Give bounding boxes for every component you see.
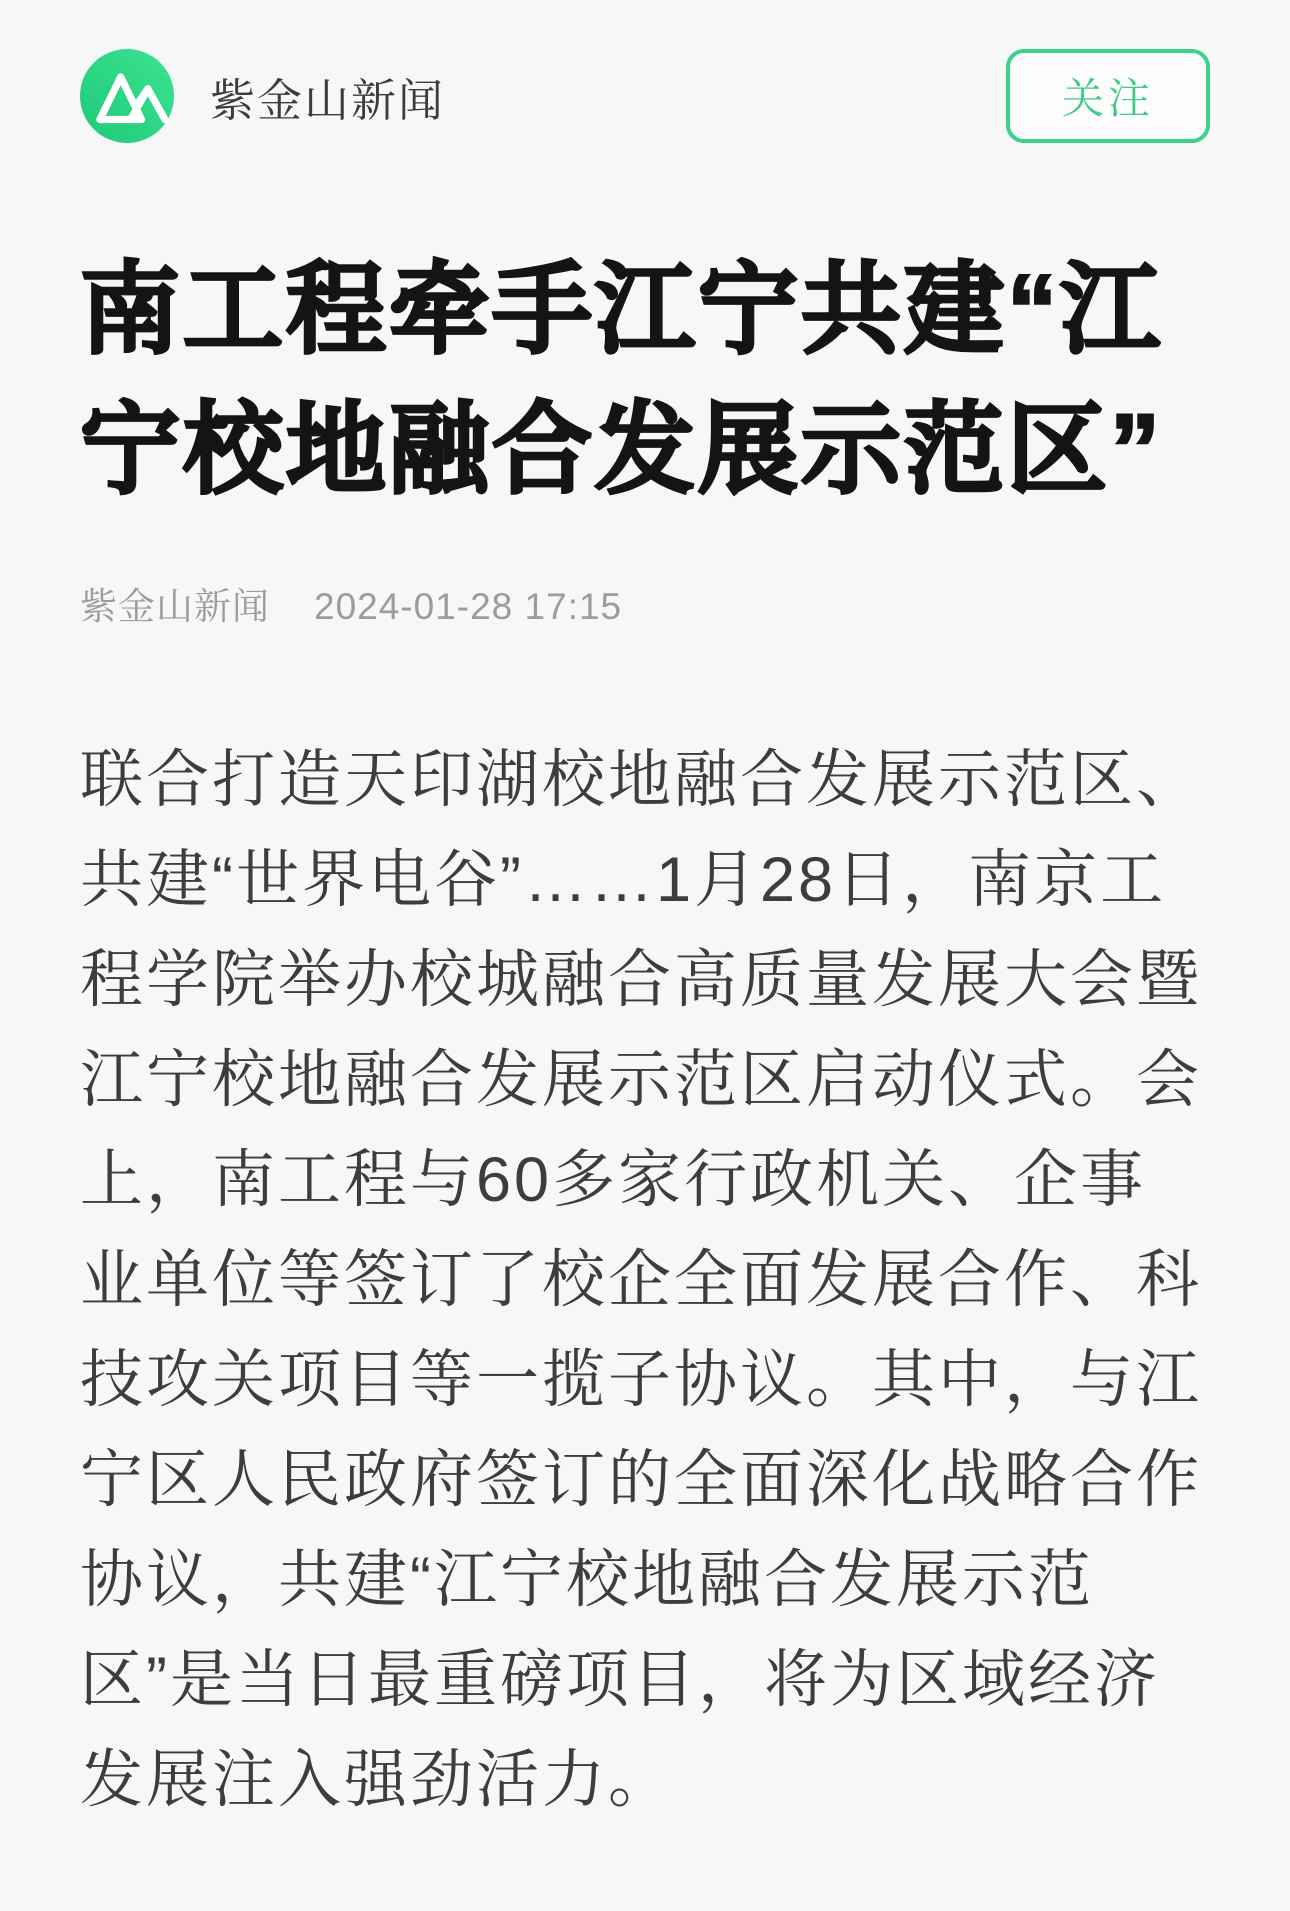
body-line: 联合打造天印湖校地融合发展示范区、 [80, 745, 1202, 815]
body-line: 程学院举办校城融合高质量发展大会暨 [80, 945, 1202, 1015]
body-line: 宁区人民政府签订的全面深化战略合作 [80, 1445, 1202, 1515]
article-body [80, 730, 1210, 1830]
body-line: 协议，共建“江宁校地融合发展示范 [80, 1545, 1094, 1615]
body-line: 区”是当日最重磅项目，将为区域经济 [80, 1645, 1160, 1715]
byline-datetime: 2024-01-28 17:15 [314, 586, 623, 627]
body-line: 发展注入强劲活力。 [80, 1745, 674, 1815]
article-title-line: 宁校地融合发展示范区” [80, 394, 1163, 506]
body-line: 共建“世界电谷”……1月28日，南京工 [80, 845, 1167, 915]
mountain-logo-icon[interactable] [80, 49, 174, 143]
article-title [80, 240, 1210, 520]
body-line: 江宁校地融合发展示范区启动仪式。会 [80, 1045, 1202, 1115]
article-title-line: 南工程牵手江宁共建“江 [80, 254, 1163, 366]
header [0, 0, 1290, 144]
byline-source: 紫金山新闻 [80, 586, 270, 627]
body-line: 上，南工程与60多家行政机关、企事 [80, 1145, 1147, 1215]
follow-button[interactable]: 关注 [1006, 49, 1210, 143]
byline [80, 576, 1210, 630]
body-line: 技攻关项目等一揽子协议。其中，与江 [80, 1345, 1202, 1415]
body-line: 业单位等签订了校企全面发展合作、科 [80, 1245, 1202, 1315]
brand-name[interactable]: 紫金山新闻 [210, 74, 446, 126]
